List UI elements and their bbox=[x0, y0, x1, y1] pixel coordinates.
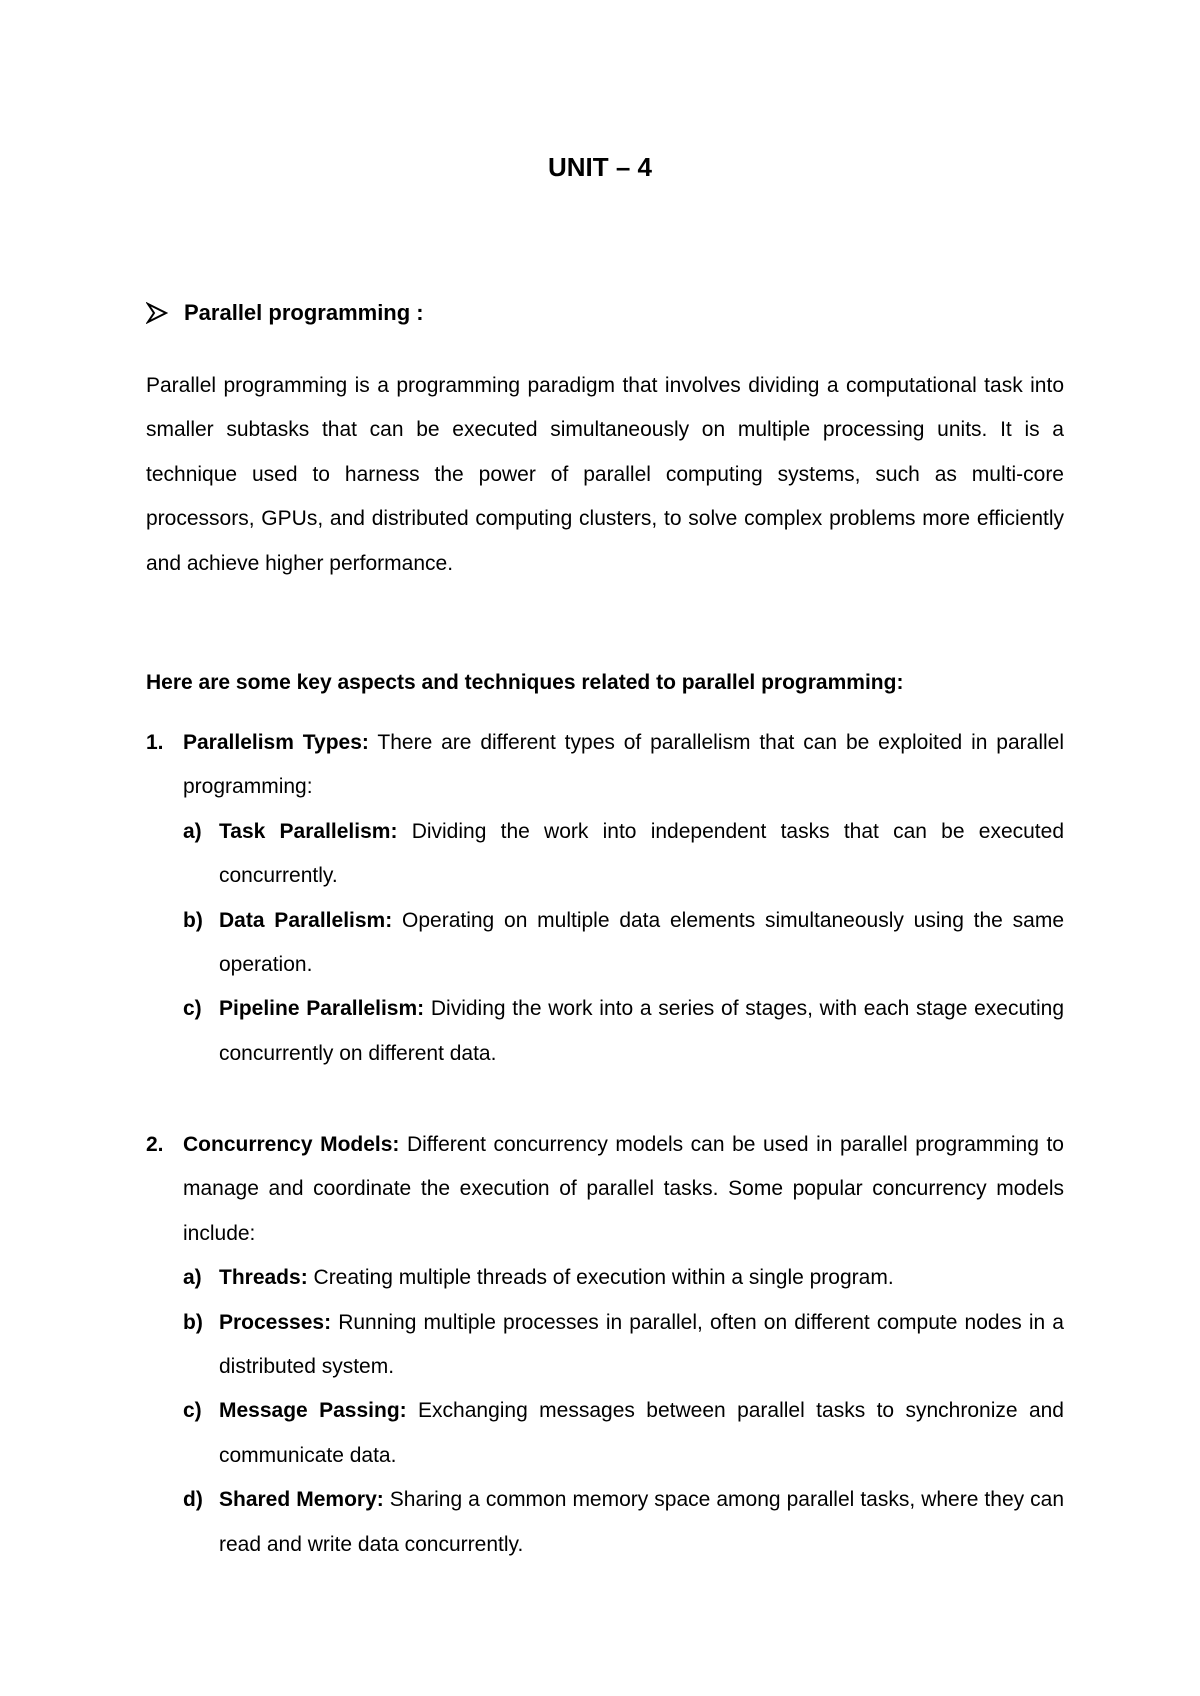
sub-item-data-parallelism bbox=[183, 899, 1064, 988]
item-number: 2. bbox=[146, 1133, 164, 1156]
sub-item-letter: a) bbox=[183, 1266, 202, 1290]
sub-item-term: Pipeline Parallelism: bbox=[219, 997, 425, 1021]
section-heading-text: Parallel programming : bbox=[184, 300, 424, 325]
sub-item-description: Dividing the work into a series of stages, with each stage executing concurrently on different data. bbox=[219, 997, 1064, 1065]
aspects-heading: Here are some key aspects and techniques related to parallel programming: bbox=[146, 671, 904, 694]
item-number: 1. bbox=[146, 731, 164, 754]
sub-item-letter: a) bbox=[183, 819, 202, 843]
sub-item-description: Dividing the work into independent tasks that can be executed concurrently. bbox=[219, 819, 1064, 888]
sub-item-term: Threads: bbox=[219, 1266, 308, 1290]
sub-item-description: Exchanging messages between parallel tasks to synchronize and communicate data. bbox=[219, 1399, 1064, 1467]
item-term: Parallelism Types: bbox=[183, 731, 369, 754]
sub-item-text bbox=[219, 1256, 1064, 1300]
sub-item-threads bbox=[183, 1256, 1064, 1300]
sub-item-text bbox=[219, 899, 1064, 988]
sub-item-text bbox=[219, 810, 1064, 899]
sub-item-term: Task Parallelism: bbox=[219, 819, 398, 843]
sub-item-letter: b) bbox=[183, 908, 203, 932]
sub-item-term: Message Passing: bbox=[219, 1399, 407, 1423]
sub-item-letter: c) bbox=[183, 997, 202, 1021]
unit-title: UNIT – 4 bbox=[547, 152, 653, 182]
item-text bbox=[183, 1123, 1064, 1256]
sub-item-term: Processes: bbox=[219, 1310, 332, 1334]
sub-item-letter: b) bbox=[183, 1310, 203, 1334]
sub-item-processes bbox=[183, 1301, 1064, 1390]
sub-item-description: Running multiple processes in parallel, often on different compute nodes in a distributed system. bbox=[219, 1310, 1064, 1379]
sub-item-text bbox=[219, 1478, 1064, 1567]
item-description: Different concurrency models can be used in parallel programming to manage and coordinate the execution of parallel tasks. Some popular concurrency models include: bbox=[183, 1133, 1064, 1245]
section-heading bbox=[146, 300, 424, 326]
sub-item-text bbox=[219, 1301, 1064, 1390]
sub-item-letter: c) bbox=[183, 1399, 202, 1423]
sub-item-shared-memory bbox=[183, 1478, 1064, 1567]
item-text bbox=[183, 721, 1064, 810]
sub-list bbox=[146, 1256, 1064, 1567]
sub-item-pipeline-parallelism bbox=[183, 987, 1064, 1076]
numbered-item-concurrency-models bbox=[146, 1123, 1064, 1567]
sub-item-term: Shared Memory: bbox=[219, 1488, 384, 1512]
intro-paragraph: Parallel programming is a programming paradigm that involves dividing a computational task into smaller subtasks that can be executed simultaneously on multiple processing units. It is a technique used to harness the power of parallel computing systems, such as multi-core processors, GPUs, and distributed computing clusters, to solve complex problems more efficiently and achieve higher performance. bbox=[146, 374, 1064, 575]
item-description: There are different types of parallelism that can be exploited in parallel programming: bbox=[183, 731, 1064, 799]
sub-item-letter: d) bbox=[183, 1488, 203, 1512]
sub-item-text bbox=[219, 1389, 1064, 1478]
sub-item-task-parallelism bbox=[183, 810, 1064, 899]
sub-item-description: Operating on multiple data elements simultaneously using the same operation. bbox=[219, 908, 1064, 977]
numbered-item-parallelism-types bbox=[146, 721, 1064, 1076]
item-term: Concurrency Models: bbox=[183, 1133, 400, 1156]
sub-item-text bbox=[219, 987, 1064, 1076]
sub-item-description: Creating multiple threads of execution within a single program. bbox=[307, 1266, 894, 1290]
sub-item-message-passing bbox=[183, 1389, 1064, 1478]
sub-item-term: Data Parallelism: bbox=[219, 908, 393, 932]
sub-item-description: Sharing a common memory space among parallel tasks, where they can read and write data concurrently. bbox=[219, 1488, 1065, 1556]
arrow-bullet-icon bbox=[146, 302, 168, 324]
sub-list bbox=[146, 810, 1064, 1076]
